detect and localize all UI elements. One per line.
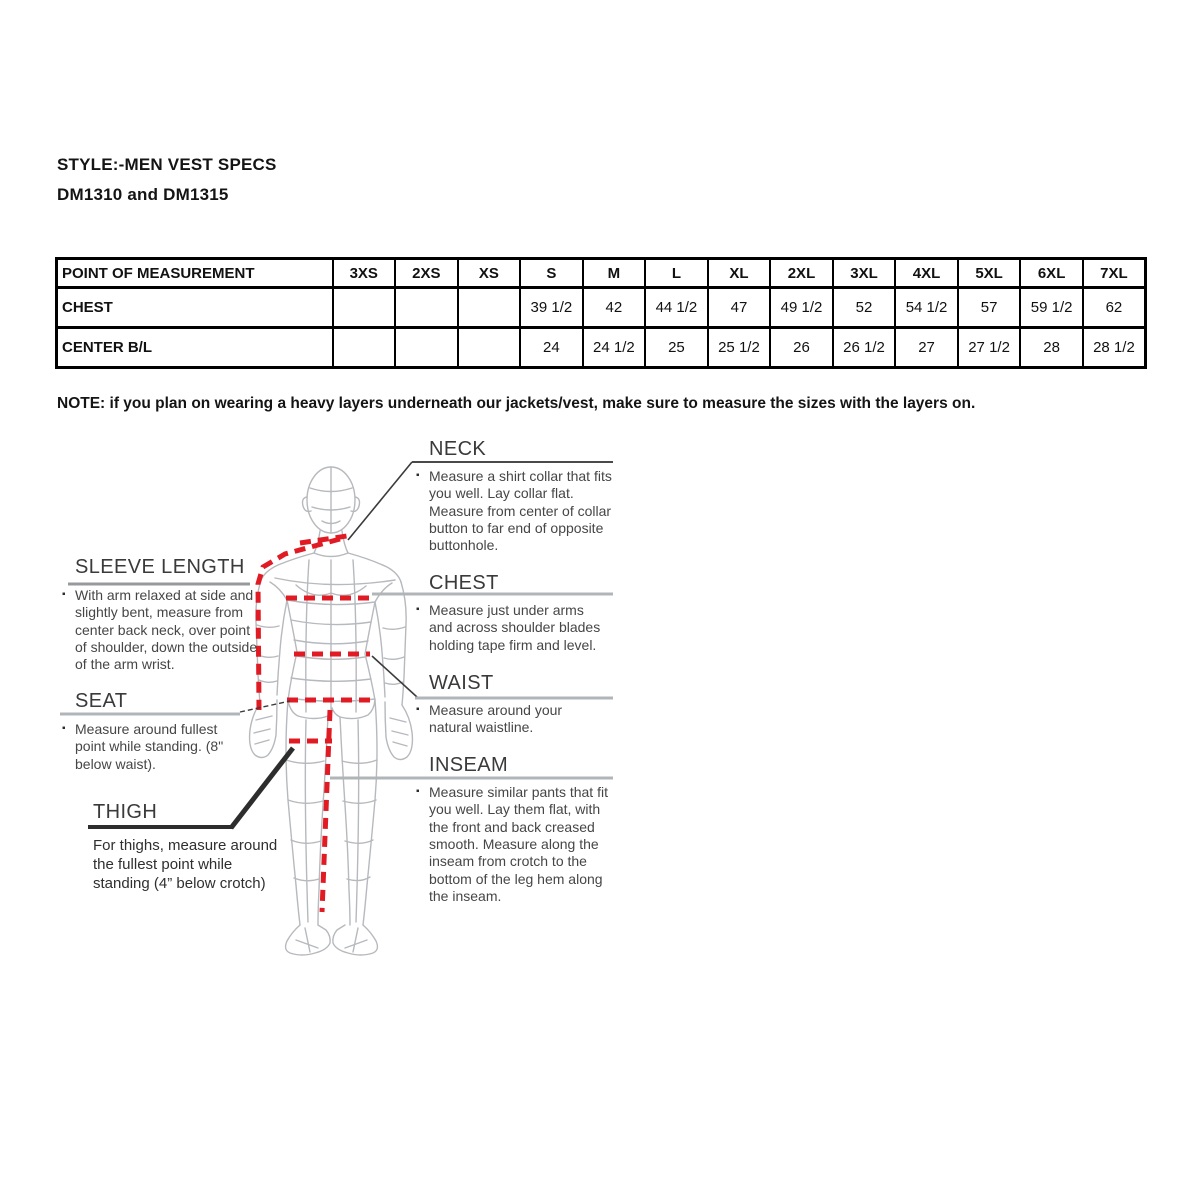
style-title: STYLE:-MEN VEST SPECS <box>57 155 277 174</box>
col-header-size: 6XL <box>1020 259 1083 288</box>
col-header-size: S <box>520 259 583 288</box>
size-value-cell <box>458 288 521 328</box>
neck-section <box>416 438 615 555</box>
size-value-cell: 27 1/2 <box>958 328 1021 368</box>
size-value-cell: 57 <box>958 288 1021 328</box>
inseam-section-title: INSEAM <box>429 754 509 776</box>
chest-section <box>416 572 609 654</box>
size-value-cell <box>458 328 521 368</box>
row-label: CHEST <box>57 288 333 328</box>
size-value-cell: 44 1/2 <box>645 288 708 328</box>
neck-section-text: ▪ Measure a shirt collar that fits you well. Lay collar flat. Measure from center of collar button to far end of opposite buttonhole. <box>416 468 612 554</box>
square-bullet-icon: ▪ <box>416 604 420 615</box>
col-header-size: 5XL <box>958 259 1021 288</box>
square-bullet-icon: ▪ <box>416 786 420 797</box>
size-value-cell: 47 <box>708 288 771 328</box>
size-value-cell: 25 <box>645 328 708 368</box>
document-title <box>57 150 277 210</box>
col-header-size: L <box>645 259 708 288</box>
col-header-size: XS <box>458 259 521 288</box>
neck-section-title: NECK <box>429 438 487 460</box>
size-value-cell: 24 1/2 <box>583 328 646 368</box>
size-value-cell: 59 1/2 <box>1020 288 1083 328</box>
size-table-head-row <box>57 259 1146 288</box>
size-value-cell: 39 1/2 <box>520 288 583 328</box>
table-row <box>57 288 1146 328</box>
chest-section-title: CHEST <box>429 572 499 594</box>
col-header-size: 4XL <box>895 259 958 288</box>
inseam-section-text: ▪ Measure similar pants that fit you well. Lay them flat, with the front and back creased smooth. Measure along the inseam from crotch to the bottom of the leg hem along the inseam. <box>416 784 608 905</box>
row-label: CENTER B/L <box>57 328 333 368</box>
note-text: NOTE: if you plan on wearing a heavy layers underneath our jackets/vest, make sure to measure the sizes with the layers on. <box>57 395 976 412</box>
size-value-cell: 52 <box>833 288 896 328</box>
seat-section <box>62 690 235 773</box>
inseam-section <box>416 754 609 906</box>
size-value-cell: 26 <box>770 328 833 368</box>
square-bullet-icon: ▪ <box>416 470 420 481</box>
size-value-cell <box>333 328 396 368</box>
size-value-cell: 25 1/2 <box>708 328 771 368</box>
col-header-size: 3XS <box>333 259 396 288</box>
size-table <box>55 257 1147 369</box>
col-header-size: M <box>583 259 646 288</box>
chest-section-text: ▪ Measure just under arms and across shoulder blades holding tape firm and level. <box>416 602 601 653</box>
neck-leader-line <box>348 462 412 540</box>
sleeve-length-section-title: SLEEVE LENGTH <box>75 556 245 578</box>
waist-section <box>416 672 579 737</box>
seat-section-title: SEAT <box>75 690 128 712</box>
col-header-size: 2XL <box>770 259 833 288</box>
size-value-cell <box>395 288 458 328</box>
size-value-cell: 49 1/2 <box>770 288 833 328</box>
sleeve-length-section-text: ▪ With arm relaxed at side and slightly bent, measure from center back neck, over point of shoulder, down the outside of the arm wrist. <box>62 587 258 673</box>
seat-section-text: ▪ Measure around fullest point while standing. (8" below waist). <box>62 721 224 772</box>
size-value-cell: 24 <box>520 328 583 368</box>
waist-leader-line <box>372 656 417 697</box>
size-value-cell: 54 1/2 <box>895 288 958 328</box>
size-value-cell: 62 <box>1083 288 1146 328</box>
table-row <box>57 328 1146 368</box>
square-bullet-icon: ▪ <box>62 723 66 734</box>
col-header-size: 3XL <box>833 259 896 288</box>
size-value-cell: 28 <box>1020 328 1083 368</box>
col-header-size: XL <box>708 259 771 288</box>
waist-section-text: ▪ Measure around your natural waistline. <box>416 702 563 736</box>
seat-leader-line <box>240 701 290 712</box>
waist-section-title: WAIST <box>429 672 494 694</box>
size-value-cell: 42 <box>583 288 646 328</box>
model-numbers: DM1310 and DM1315 <box>57 185 229 204</box>
size-table-body <box>57 288 1146 368</box>
square-bullet-icon: ▪ <box>416 704 420 715</box>
sleeve-length-section <box>62 556 261 674</box>
size-value-cell: 26 1/2 <box>833 328 896 368</box>
size-value-cell <box>395 328 458 368</box>
thigh-section-text: For thighs, measure around the fullest point while standing (4” below crotch) <box>93 837 278 893</box>
col-header-size: 2XS <box>395 259 458 288</box>
size-value-cell <box>333 288 396 328</box>
col-header-point-of-measurement: POINT OF MEASUREMENT <box>57 259 333 288</box>
size-value-cell: 27 <box>895 328 958 368</box>
size-value-cell: 28 1/2 <box>1083 328 1146 368</box>
thigh-section-title: THIGH <box>93 801 158 823</box>
thigh-section <box>93 801 293 894</box>
col-header-size: 7XL <box>1083 259 1146 288</box>
square-bullet-icon: ▪ <box>62 589 66 600</box>
